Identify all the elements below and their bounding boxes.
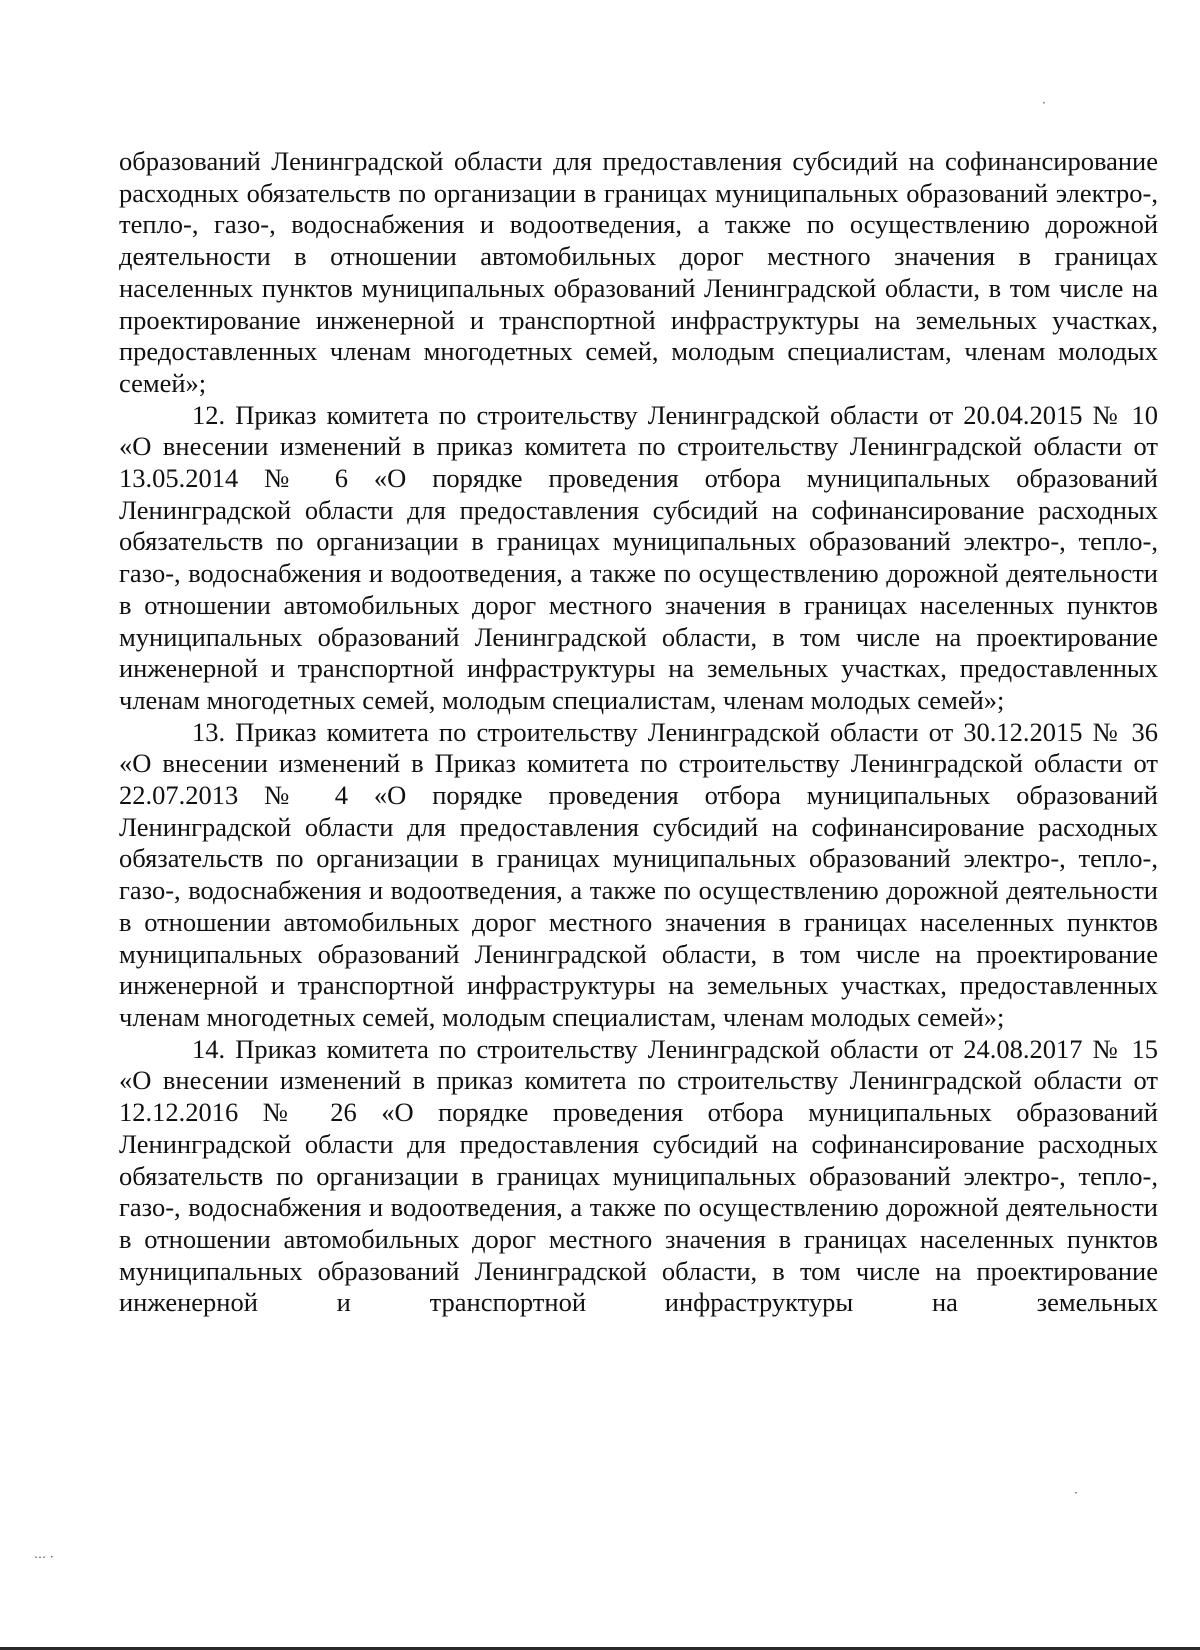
list-item-12: 12. Приказ комитета по строительству Ленинградской области от 20.04.2015 № 10 «О внесении изменений в приказ комитета по строительству Ленинградской области от 13.05.2014 № 6 «О порядке проведения отбора муниципальных образований Ленинградской области для предоставления субсидий на софинансирование расходных обязательств по организации в границах муниципальных образований электро-, тепло-, газо-, водоснабжения и водоотведения, а также по осуществлению дорожной деятельности в отношении автомобильных дорог местного значения в границах населенных пунктов муниципальных образований Ленинградской области, в том числе на проектирование инженерной и транспортной инфраструктуры на земельных участках, предоставленных членам многодетных семей, молодым специалистам, членам молодых семей»; (119, 399, 1158, 715)
scan-artifact: ⋯ · (34, 1550, 54, 1564)
scan-artifact: · (1074, 1486, 1078, 1500)
document-body (119, 146, 1158, 1319)
list-item-13: 13. Приказ комитета по строительству Ленинградской области от 30.12.2015 № 36 «О внесении изменений в Приказ комитета по строительству Ленинградской области от 22.07.2013 № 4 «О порядке проведения отбора муниципальных образований Ленинградской области для предоставления субсидий на софинансирование расходных обязательств по организации в границах муниципальных образований электро-, тепло-, газо-, водоснабжения и водоотведения, а также по осуществлению дорожной деятельности в отношении автомобильных дорог местного значения в границах населенных пунктов муниципальных образований Ленинградской области, в том числе на проектирование инженерной и транспортной инфраструктуры на земельных участках, предоставленных членам многодетных семей, молодым специалистам, членам молодых семей»; (119, 716, 1158, 1032)
list-item-14: 14. Приказ комитета по строительству Ленинградской области от 24.08.2017 № 15 «О внесении изменений в приказ комитета по строительству Ленинградской области от 12.12.2016 № 26 «О порядке проведения отбора муниципальных образований Ленинградской области для предоставления субсидий на софинансирование расходных обязательств по организации в границах муниципальных образований электро-, тепло-, газо-, водоснабжения и водоотведения, а также по осуществлению дорожной деятельности в отношении автомобильных дорог местного значения в границах населенных пунктов муниципальных образований Ленинградской области, в том числе на проектирование инженерной и транспортной инфраструктуры на земельных (119, 1033, 1158, 1318)
scan-artifact: · (1042, 96, 1046, 110)
paragraph-continuation: образований Ленинградской области для предоставления субсидий на софинансирование расходных обязательств по организации в границах муниципальных образований электро-, тепло-, газо-, водоснабжения и водоотведения, а также по осуществлению дорожной деятельности в отношении автомобильных дорог местного значения в границах населенных пунктов муниципальных образований Ленинградской области, в том числе на проектирование инженерной и транспортной инфраструктуры на земельных участках, предоставленных членам многодетных семей, молодым специалистам, членам молодых семей»; (119, 146, 1158, 398)
